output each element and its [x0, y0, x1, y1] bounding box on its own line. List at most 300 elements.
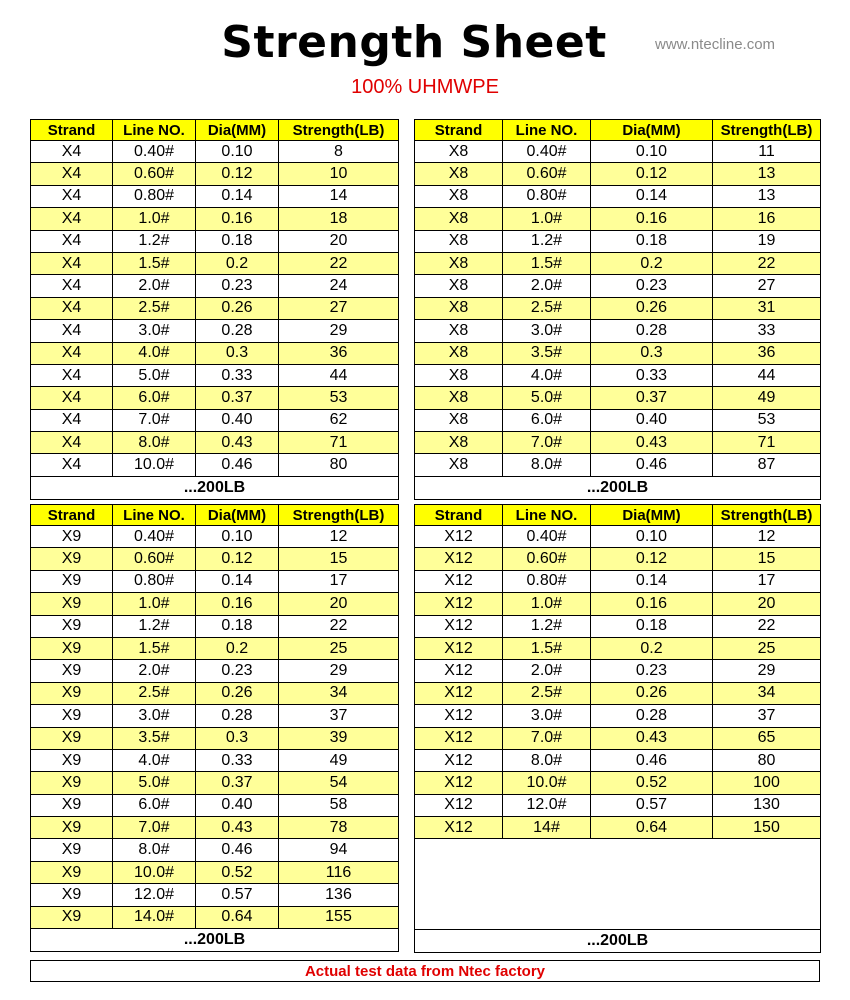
table-cell: 0.43	[591, 432, 713, 454]
table-cell: 0.3	[196, 342, 279, 364]
table-cell: 78	[279, 817, 399, 839]
table-cell: X8	[415, 208, 503, 230]
table-cell: 0.26	[591, 682, 713, 704]
table-cell: 0.33	[591, 364, 713, 386]
table-cell: X12	[415, 817, 503, 839]
table-footer: ...200LB	[31, 929, 399, 952]
table-row	[31, 141, 399, 163]
table-row	[415, 163, 821, 185]
table-cell: 2.0#	[113, 660, 196, 682]
table-cell: 0.57	[196, 884, 279, 906]
table-cell: 53	[279, 387, 399, 409]
table-row	[415, 432, 821, 454]
table-cell: 0.43	[591, 727, 713, 749]
table-cell: 8.0#	[113, 839, 196, 861]
table-cell: 18	[279, 208, 399, 230]
table-cell: 0.37	[196, 772, 279, 794]
table-cell: X12	[415, 727, 503, 749]
table-cell: 5.0#	[113, 364, 196, 386]
column-header: Strand	[415, 120, 503, 141]
table-cell: 0.10	[591, 526, 713, 548]
table-cell: 0.60#	[113, 548, 196, 570]
table-cell: 0.16	[196, 208, 279, 230]
table-row	[415, 208, 821, 230]
column-header: Strand	[31, 505, 113, 526]
table-row	[31, 637, 399, 659]
table-cell: 58	[279, 794, 399, 816]
website-label: www.ntecline.com	[655, 36, 776, 53]
table-cell: 2.0#	[503, 660, 591, 682]
table-footer: ...200LB	[415, 930, 821, 953]
table-cell: X9	[31, 570, 113, 592]
table-row	[31, 861, 399, 883]
table-cell: 7.0#	[113, 817, 196, 839]
table-row	[31, 906, 399, 928]
table-cell: 0.26	[196, 297, 279, 319]
table-cell: 0.18	[196, 615, 279, 637]
table-cell: X12	[415, 526, 503, 548]
table-cell: 0.12	[196, 163, 279, 185]
table-cell: 13	[713, 185, 821, 207]
table-row	[415, 637, 821, 659]
table-cell: X9	[31, 727, 113, 749]
table-header-row	[415, 505, 821, 526]
table-cell: 12.0#	[503, 794, 591, 816]
table-cell: X4	[31, 297, 113, 319]
table-cell: 14	[279, 185, 399, 207]
table-cell: 1.0#	[113, 593, 196, 615]
table-cell: 7.0#	[113, 409, 196, 431]
strength-table-x4	[30, 119, 399, 500]
column-header: Strand	[415, 505, 503, 526]
table-row	[31, 839, 399, 861]
table-cell: 6.0#	[503, 409, 591, 431]
material-subtitle: 100% UHMWPE	[351, 76, 499, 98]
table-cell: X9	[31, 705, 113, 727]
column-header: Line NO.	[503, 120, 591, 141]
table-cell: X12	[415, 749, 503, 771]
table-cell: 71	[713, 432, 821, 454]
table-cell: 1.5#	[113, 637, 196, 659]
table-cell: 0.10	[591, 141, 713, 163]
table-cell: 14.0#	[113, 906, 196, 928]
table-cell: X9	[31, 749, 113, 771]
strength-table-x8	[414, 119, 821, 500]
table-cell: 2.5#	[113, 297, 196, 319]
column-header: Strength(LB)	[713, 505, 821, 526]
table-cell: 0.23	[591, 660, 713, 682]
table-cell: 3.0#	[503, 705, 591, 727]
table-footer-row	[415, 930, 821, 953]
table-cell: 80	[279, 454, 399, 476]
table-cell: 19	[713, 230, 821, 252]
table-cell: X8	[415, 364, 503, 386]
table-cell: 0.80#	[503, 570, 591, 592]
table-row	[31, 660, 399, 682]
table-row	[415, 252, 821, 274]
table-cell: 0.80#	[113, 185, 196, 207]
table-cell: 0.52	[591, 772, 713, 794]
table-cell: X4	[31, 409, 113, 431]
table-cell: 71	[279, 432, 399, 454]
table-cell: 29	[279, 660, 399, 682]
table-cell: X8	[415, 185, 503, 207]
table-header-row	[31, 120, 399, 141]
table-cell: 0.23	[196, 660, 279, 682]
table-cell: 22	[279, 615, 399, 637]
table-cell: 49	[279, 749, 399, 771]
table-cell: 36	[279, 342, 399, 364]
table-row	[415, 297, 821, 319]
table-cell: 5.0#	[503, 387, 591, 409]
table-cell: X8	[415, 342, 503, 364]
table-cell: X4	[31, 163, 113, 185]
table-cell: X12	[415, 660, 503, 682]
table-cell: X9	[31, 615, 113, 637]
table-row	[31, 749, 399, 771]
column-header: Strength(LB)	[713, 120, 821, 141]
table-cell: 0.40	[196, 409, 279, 431]
table-cell: X4	[31, 208, 113, 230]
table-cell: 0.40#	[503, 141, 591, 163]
table-cell: X9	[31, 839, 113, 861]
column-header: Strength(LB)	[279, 120, 399, 141]
table-cell: X8	[415, 387, 503, 409]
table-cell: 0.37	[196, 387, 279, 409]
table-cell: 20	[713, 593, 821, 615]
table-cell: 6.0#	[113, 387, 196, 409]
table-cell: X8	[415, 252, 503, 274]
table-cell: 54	[279, 772, 399, 794]
table-cell: X8	[415, 275, 503, 297]
table-cell: 4.0#	[113, 342, 196, 364]
table-row	[31, 387, 399, 409]
column-header: Dia(MM)	[196, 505, 279, 526]
table-cell: X9	[31, 884, 113, 906]
table-cell: 0.10	[196, 526, 279, 548]
table-cell: 3.5#	[113, 727, 196, 749]
table-row	[415, 660, 821, 682]
table-cell: 1.5#	[503, 637, 591, 659]
table-row	[415, 593, 821, 615]
table-cell: X4	[31, 342, 113, 364]
table-cell: X9	[31, 548, 113, 570]
table-cell: 8.0#	[113, 432, 196, 454]
table-row	[31, 682, 399, 704]
table-cell: X4	[31, 185, 113, 207]
table-cell: X9	[31, 593, 113, 615]
table-cell: X9	[31, 526, 113, 548]
table-cell: 0.3	[591, 342, 713, 364]
table-cell: X12	[415, 705, 503, 727]
table-cell: 31	[713, 297, 821, 319]
table-cell: 0.2	[196, 252, 279, 274]
table-cell: X8	[415, 454, 503, 476]
table-row	[415, 682, 821, 704]
table-cell: 62	[279, 409, 399, 431]
table-cell: 4.0#	[503, 364, 591, 386]
table-cell: 130	[713, 794, 821, 816]
table-row	[31, 364, 399, 386]
table-cell: 1.2#	[113, 615, 196, 637]
table-cell: 0.80#	[113, 570, 196, 592]
table-row	[31, 772, 399, 794]
table-cell: X4	[31, 320, 113, 342]
table-cell: 8	[279, 141, 399, 163]
table-cell: X12	[415, 637, 503, 659]
table-row	[415, 230, 821, 252]
table-cell: 7.0#	[503, 432, 591, 454]
column-header: Strand	[31, 120, 113, 141]
table-row	[31, 570, 399, 592]
table-cell: 0.28	[591, 320, 713, 342]
table-row	[415, 705, 821, 727]
table-row	[31, 705, 399, 727]
table-cell: X9	[31, 794, 113, 816]
table-cell: 20	[279, 230, 399, 252]
table-cell: 1.2#	[113, 230, 196, 252]
table-row	[415, 749, 821, 771]
table-row	[415, 454, 821, 476]
table-row	[31, 817, 399, 839]
table-cell: 16	[713, 208, 821, 230]
table-cell: 0.28	[196, 320, 279, 342]
table-cell: 10.0#	[113, 454, 196, 476]
column-header: Dia(MM)	[591, 505, 713, 526]
table-row	[31, 548, 399, 570]
table-cell: X12	[415, 593, 503, 615]
table-cell: 0.12	[591, 548, 713, 570]
table-cell: 6.0#	[113, 794, 196, 816]
table-cell: X9	[31, 772, 113, 794]
table-cell: 2.5#	[113, 682, 196, 704]
table-cell: 2.0#	[113, 275, 196, 297]
table-cell: X9	[31, 637, 113, 659]
table-row	[415, 794, 821, 816]
table-row	[415, 320, 821, 342]
table-row	[415, 727, 821, 749]
table-cell: 10.0#	[503, 772, 591, 794]
table-cell: 0.14	[196, 185, 279, 207]
table-cell: 0.14	[196, 570, 279, 592]
table-cell: 0.14	[591, 570, 713, 592]
table-cell: 17	[713, 570, 821, 592]
table-cell: 0.18	[591, 230, 713, 252]
table-cell: 33	[713, 320, 821, 342]
table-cell: X8	[415, 297, 503, 319]
table-cell: 3.0#	[113, 705, 196, 727]
table-cell: 12.0#	[113, 884, 196, 906]
table-cell: X12	[415, 794, 503, 816]
table-cell: X4	[31, 454, 113, 476]
table-cell: X9	[31, 906, 113, 928]
table-cell: 0.43	[196, 432, 279, 454]
table-cell: 10	[279, 163, 399, 185]
table-row	[415, 570, 821, 592]
table-cell: 20	[279, 593, 399, 615]
table-row	[415, 342, 821, 364]
blank-cell	[415, 839, 821, 930]
table-cell: 5.0#	[113, 772, 196, 794]
table-cell: 15	[713, 548, 821, 570]
table-cell: 12	[713, 526, 821, 548]
table-cell: 150	[713, 817, 821, 839]
table-cell: 0.2	[591, 252, 713, 274]
table-cell: 24	[279, 275, 399, 297]
table-row	[415, 817, 821, 839]
table-cell: 34	[279, 682, 399, 704]
table-cell: 25	[279, 637, 399, 659]
table-cell: X9	[31, 861, 113, 883]
table-cell: 1.0#	[503, 208, 591, 230]
column-header: Line NO.	[503, 505, 591, 526]
column-header: Line NO.	[113, 120, 196, 141]
table-cell: X8	[415, 163, 503, 185]
column-header: Dia(MM)	[196, 120, 279, 141]
table-row	[415, 772, 821, 794]
table-cell: X4	[31, 252, 113, 274]
table-cell: 0.57	[591, 794, 713, 816]
table-cell: X8	[415, 409, 503, 431]
table-cell: 0.80#	[503, 185, 591, 207]
table-cell: 29	[713, 660, 821, 682]
table-cell: 0.33	[196, 364, 279, 386]
table-cell: 0.18	[591, 615, 713, 637]
table-cell: 12	[279, 526, 399, 548]
table-cell: X9	[31, 660, 113, 682]
table-row	[31, 615, 399, 637]
table-cell: 0.40#	[113, 526, 196, 548]
table-cell: 0.46	[591, 454, 713, 476]
table-cell: 15	[279, 548, 399, 570]
table-cell: 36	[713, 342, 821, 364]
table-row	[31, 432, 399, 454]
table-cell: 155	[279, 906, 399, 928]
table-row	[31, 409, 399, 431]
table-row	[415, 548, 821, 570]
table-cell: 2.5#	[503, 297, 591, 319]
table-cell: X4	[31, 275, 113, 297]
table-cell: 39	[279, 727, 399, 749]
table-row	[31, 794, 399, 816]
table-footer: ...200LB	[415, 476, 821, 499]
table-cell: 87	[713, 454, 821, 476]
table-cell: 44	[279, 364, 399, 386]
table-cell: 3.5#	[503, 342, 591, 364]
column-header: Dia(MM)	[591, 120, 713, 141]
table-row	[31, 252, 399, 274]
table-row	[31, 884, 399, 906]
table-row	[31, 275, 399, 297]
strength-table-x12	[414, 504, 821, 953]
table-cell: 0.64	[591, 817, 713, 839]
table-cell: X12	[415, 615, 503, 637]
table-row	[31, 526, 399, 548]
table-cell: 80	[713, 749, 821, 771]
table-cell: 94	[279, 839, 399, 861]
table-header-row	[415, 120, 821, 141]
table-footer-row	[31, 929, 399, 952]
table-cell: X12	[415, 548, 503, 570]
column-header: Strength(LB)	[279, 505, 399, 526]
table-header-row	[31, 505, 399, 526]
table-row	[31, 208, 399, 230]
table-footer: ...200LB	[31, 476, 399, 499]
table-cell: 0.46	[196, 839, 279, 861]
table-cell: 0.64	[196, 906, 279, 928]
table-cell: 2.0#	[503, 275, 591, 297]
blank-area	[415, 839, 821, 930]
table-row	[31, 342, 399, 364]
table-row	[415, 185, 821, 207]
table-cell: X8	[415, 230, 503, 252]
table-row	[415, 409, 821, 431]
table-cell: 3.0#	[113, 320, 196, 342]
table-cell: 22	[713, 615, 821, 637]
table-cell: X4	[31, 141, 113, 163]
table-cell: X4	[31, 364, 113, 386]
table-cell: 0.2	[196, 637, 279, 659]
table-cell: 49	[713, 387, 821, 409]
table-cell: 100	[713, 772, 821, 794]
table-cell: 0.60#	[503, 548, 591, 570]
strength-table-x9	[30, 504, 399, 952]
table-cell: 1.2#	[503, 230, 591, 252]
table-cell: 0.40#	[113, 141, 196, 163]
table-cell: 0.40	[196, 794, 279, 816]
table-cell: 0.18	[196, 230, 279, 252]
table-cell: 0.28	[196, 705, 279, 727]
table-cell: 0.10	[196, 141, 279, 163]
table-cell: 0.16	[591, 593, 713, 615]
table-cell: X8	[415, 320, 503, 342]
table-cell: 1.0#	[113, 208, 196, 230]
table-cell: 1.2#	[503, 615, 591, 637]
table-cell: 22	[713, 252, 821, 274]
table-row	[31, 185, 399, 207]
table-cell: 0.23	[196, 275, 279, 297]
table-cell: 44	[713, 364, 821, 386]
table-cell: 25	[713, 637, 821, 659]
table-cell: 4.0#	[113, 749, 196, 771]
table-row	[415, 387, 821, 409]
table-cell: 14#	[503, 817, 591, 839]
table-cell: X12	[415, 682, 503, 704]
table-cell: 2.5#	[503, 682, 591, 704]
table-cell: 0.26	[196, 682, 279, 704]
table-cell: X9	[31, 817, 113, 839]
table-cell: 0.33	[196, 749, 279, 771]
table-cell: 0.37	[591, 387, 713, 409]
table-cell: 0.40	[591, 409, 713, 431]
table-cell: 116	[279, 861, 399, 883]
table-row	[415, 526, 821, 548]
page-title: Strength Sheet	[221, 17, 607, 68]
table-cell: 0.46	[591, 749, 713, 771]
table-cell: 0.23	[591, 275, 713, 297]
table-cell: 27	[713, 275, 821, 297]
table-cell: X8	[415, 141, 503, 163]
table-cell: 0.16	[196, 593, 279, 615]
table-cell: 29	[279, 320, 399, 342]
table-row	[31, 297, 399, 319]
table-cell: 3.0#	[503, 320, 591, 342]
table-cell: X4	[31, 387, 113, 409]
table-cell: 27	[279, 297, 399, 319]
table-footer-row	[31, 476, 399, 499]
table-cell: 11	[713, 141, 821, 163]
table-cell: 0.14	[591, 185, 713, 207]
